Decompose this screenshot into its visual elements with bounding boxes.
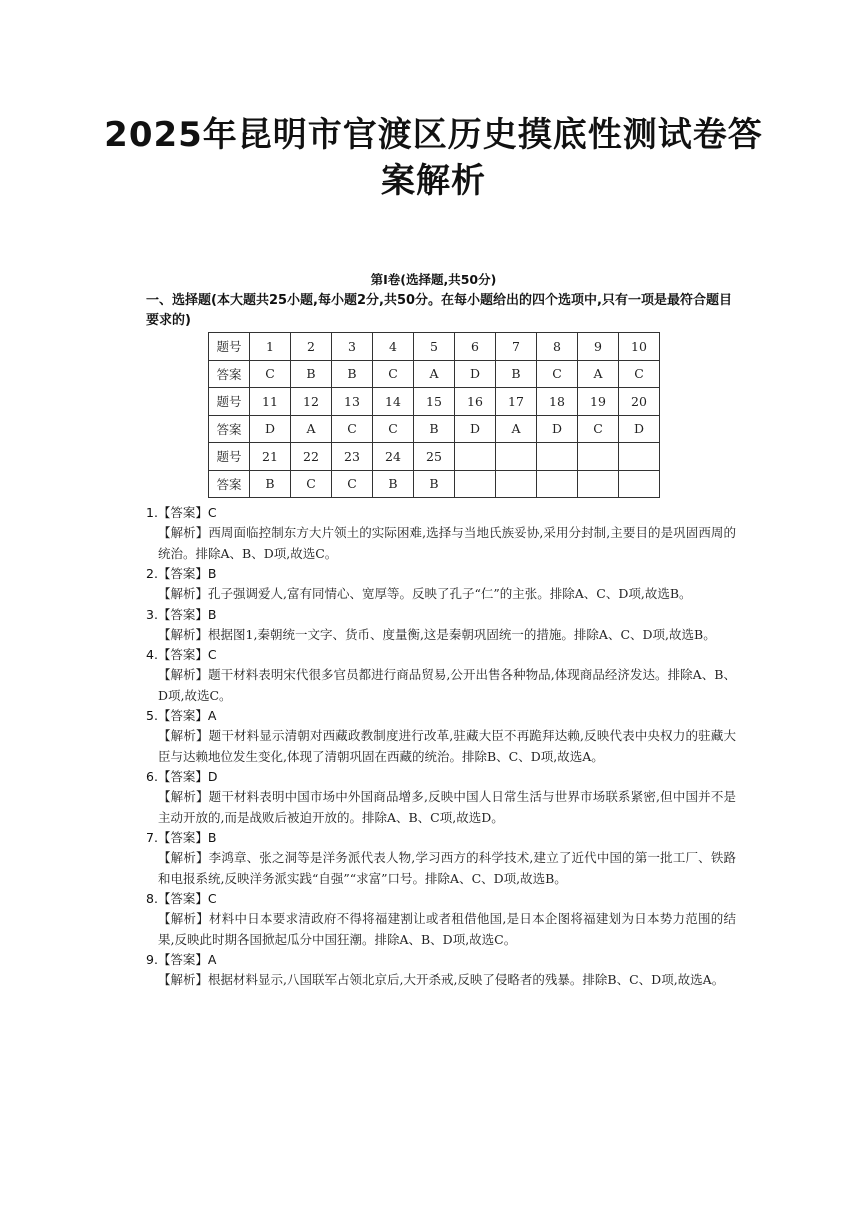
explanation-item bbox=[146, 889, 736, 950]
question-number-cell: 11 bbox=[250, 388, 291, 416]
analysis-text: 西周面临控制东方大片领土的实际困难,选择与当地氏族妥协,采用分封制,主要目的是巩固西周的统治。排除A、B、D项,故选C。 bbox=[158, 525, 736, 561]
answer-cell bbox=[578, 470, 619, 498]
analysis-tag: 【解析】 bbox=[158, 728, 209, 743]
analysis-tag: 【解析】 bbox=[158, 667, 209, 682]
question-number-cell: 6 bbox=[455, 333, 496, 361]
analysis-text: 李鸿章、张之洞等是洋务派代表人物,学习西方的科学技术,建立了近代中国的第一批工厂、铁路和电报系统,反映洋务派实践“自强”“求富”口号。排除A、C、D项,故选B。 bbox=[158, 850, 736, 886]
answer-cell: B bbox=[373, 470, 414, 498]
question-number-cell bbox=[537, 443, 578, 471]
answer-cell: A bbox=[291, 415, 332, 443]
analysis-paragraph bbox=[146, 848, 736, 889]
answer-cell: A bbox=[414, 360, 455, 388]
answer-cell bbox=[455, 470, 496, 498]
analysis-paragraph bbox=[146, 970, 736, 991]
question-number-cell: 19 bbox=[578, 388, 619, 416]
table-row-answer bbox=[209, 415, 660, 443]
question-label-cell: 题号 bbox=[209, 443, 250, 471]
answer-cell bbox=[537, 470, 578, 498]
question-number-cell bbox=[619, 443, 660, 471]
question-number-cell: 17 bbox=[496, 388, 537, 416]
answer-cell: C bbox=[291, 470, 332, 498]
answer-cell: C bbox=[332, 415, 373, 443]
question-number-cell: 14 bbox=[373, 388, 414, 416]
question-number-cell: 2 bbox=[291, 333, 332, 361]
analysis-text: 根据材料显示,八国联军占领北京后,大开杀戒,反映了侵略者的残暴。排除B、C、D项,故选A。 bbox=[208, 972, 725, 987]
answer-cell: B bbox=[414, 415, 455, 443]
answer-line: 7.【答案】B bbox=[146, 830, 217, 845]
analysis-tag: 【解析】 bbox=[158, 789, 209, 804]
analysis-tag: 【解析】 bbox=[158, 850, 209, 865]
question-number-cell: 8 bbox=[537, 333, 578, 361]
answer-cell: B bbox=[496, 360, 537, 388]
question-number-cell: 1 bbox=[250, 333, 291, 361]
explanation-item bbox=[146, 605, 736, 646]
question-number-cell: 25 bbox=[414, 443, 455, 471]
title-line-1: 2025年昆明市官渡区历史摸底性测试卷答 bbox=[104, 115, 763, 155]
answer-line: 4.【答案】C bbox=[146, 647, 217, 662]
answer-cell: D bbox=[455, 360, 496, 388]
title-line-2: 案解析 bbox=[381, 161, 486, 201]
analysis-tag: 【解析】 bbox=[158, 525, 209, 540]
answer-cell: C bbox=[373, 360, 414, 388]
question-number-cell: 10 bbox=[619, 333, 660, 361]
answer-cell bbox=[496, 470, 537, 498]
document-title bbox=[60, 112, 807, 204]
question-number-cell: 24 bbox=[373, 443, 414, 471]
answer-line: 9.【答案】A bbox=[146, 952, 217, 967]
answer-cell: D bbox=[619, 415, 660, 443]
analysis-tag: 【解析】 bbox=[158, 586, 209, 601]
question-number-cell: 5 bbox=[414, 333, 455, 361]
answer-line: 1.【答案】C bbox=[146, 505, 217, 520]
answer-cell bbox=[619, 470, 660, 498]
question-number-cell: 23 bbox=[332, 443, 373, 471]
question-number-cell: 16 bbox=[455, 388, 496, 416]
answer-cell: C bbox=[619, 360, 660, 388]
question-label-cell: 题号 bbox=[209, 388, 250, 416]
answer-table bbox=[208, 332, 660, 498]
answer-cell: C bbox=[373, 415, 414, 443]
explanation-item bbox=[146, 706, 736, 767]
answer-cell: D bbox=[250, 415, 291, 443]
explanation-item bbox=[146, 950, 736, 991]
question-number-cell bbox=[496, 443, 537, 471]
answer-line: 3.【答案】B bbox=[146, 606, 217, 622]
analysis-paragraph bbox=[146, 625, 736, 646]
answer-line: 8.【答案】C bbox=[146, 891, 217, 906]
analysis-paragraph bbox=[146, 523, 736, 564]
answer-cell: C bbox=[578, 415, 619, 443]
analysis-paragraph bbox=[146, 787, 736, 828]
answer-cell: B bbox=[250, 470, 291, 498]
question-number-cell: 20 bbox=[619, 388, 660, 416]
answer-cell: C bbox=[250, 360, 291, 388]
answer-cell: D bbox=[537, 415, 578, 443]
question-number-cell: 3 bbox=[332, 333, 373, 361]
analysis-paragraph bbox=[146, 909, 736, 950]
answer-line: 2.【答案】B bbox=[146, 566, 217, 581]
answer-label-cell: 答案 bbox=[209, 415, 250, 443]
answer-line: 5.【答案】A bbox=[146, 708, 217, 723]
table-row-question bbox=[209, 443, 660, 471]
question-number-cell: 9 bbox=[578, 333, 619, 361]
answer-cell: A bbox=[578, 360, 619, 388]
answer-cell: C bbox=[332, 470, 373, 498]
question-number-cell bbox=[578, 443, 619, 471]
answer-cell: B bbox=[332, 360, 373, 388]
analysis-text: 根据图1,秦朝统一文字、货币、度量衡,这是秦朝巩固统一的措施。排除A、C、D项,故选B。 bbox=[208, 626, 716, 642]
table-row-question bbox=[209, 333, 660, 361]
question-number-cell bbox=[455, 443, 496, 471]
answer-cell: D bbox=[455, 415, 496, 443]
explanation-item bbox=[146, 564, 736, 605]
explanation-item bbox=[146, 503, 736, 564]
analysis-text: 题干材料表明宋代很多官员都进行商品贸易,公开出售各种物品,体现商品经济发达。排除A、B、D项,故选C。 bbox=[158, 667, 736, 703]
answer-cell: B bbox=[414, 470, 455, 498]
explanations-list bbox=[146, 503, 736, 991]
answer-label-cell: 答案 bbox=[209, 360, 250, 388]
instructions: 一、选择题(本大题共25小题,每小题2分,共50分。在每小题给出的四个选项中,只有一项是最符合题目要求的) bbox=[146, 293, 732, 328]
analysis-paragraph bbox=[146, 665, 736, 706]
analysis-tag: 【解析】 bbox=[158, 972, 209, 987]
section-heading: 第Ⅰ卷(选择题,共50分) bbox=[370, 272, 497, 287]
explanation-item bbox=[146, 828, 736, 889]
analysis-tag: 【解析】 bbox=[158, 626, 209, 642]
answer-label-cell: 答案 bbox=[209, 470, 250, 498]
analysis-text: 题干材料显示清朝对西藏政教制度进行改革,驻藏大臣不再跪拜达赖,反映代表中央权力的驻藏大臣与达赖地位发生变化,体现了清朝巩固在西藏的统治。排除B、C、D项,故选A。 bbox=[158, 728, 736, 764]
question-number-cell: 7 bbox=[496, 333, 537, 361]
explanation-item bbox=[146, 645, 736, 706]
question-number-cell: 15 bbox=[414, 388, 455, 416]
question-number-cell: 18 bbox=[537, 388, 578, 416]
analysis-paragraph bbox=[146, 726, 736, 767]
table-row-answer bbox=[209, 360, 660, 388]
question-number-cell: 4 bbox=[373, 333, 414, 361]
question-number-cell: 13 bbox=[332, 388, 373, 416]
explanation-item bbox=[146, 767, 736, 828]
question-number-cell: 12 bbox=[291, 388, 332, 416]
answer-cell: C bbox=[537, 360, 578, 388]
answer-cell: A bbox=[496, 415, 537, 443]
analysis-paragraph bbox=[146, 584, 736, 605]
answer-line: 6.【答案】D bbox=[146, 769, 218, 784]
analysis-text: 孔子强调爱人,富有同情心、宽厚等。反映了孔子“仁”的主张。排除A、C、D项,故选B。 bbox=[208, 586, 692, 601]
question-number-cell: 22 bbox=[291, 443, 332, 471]
question-label-cell: 题号 bbox=[209, 333, 250, 361]
analysis-text: 材料中日本要求清政府不得将福建割让或者租借他国,是日本企图将福建划为日本势力范围的结果,反映此时期各国掀起瓜分中国狂潮。排除A、B、D项,故选C。 bbox=[158, 911, 736, 947]
analysis-text: 题干材料表明中国市场中外国商品增多,反映中国人日常生活与世界市场联系紧密,但中国并不是主动开放的,而是战败后被迫开放的。排除A、B、C项,故选D。 bbox=[158, 789, 736, 825]
question-number-cell: 21 bbox=[250, 443, 291, 471]
table-row-answer bbox=[209, 470, 660, 498]
answer-cell: B bbox=[291, 360, 332, 388]
analysis-tag: 【解析】 bbox=[158, 911, 210, 926]
table-row-question bbox=[209, 388, 660, 416]
